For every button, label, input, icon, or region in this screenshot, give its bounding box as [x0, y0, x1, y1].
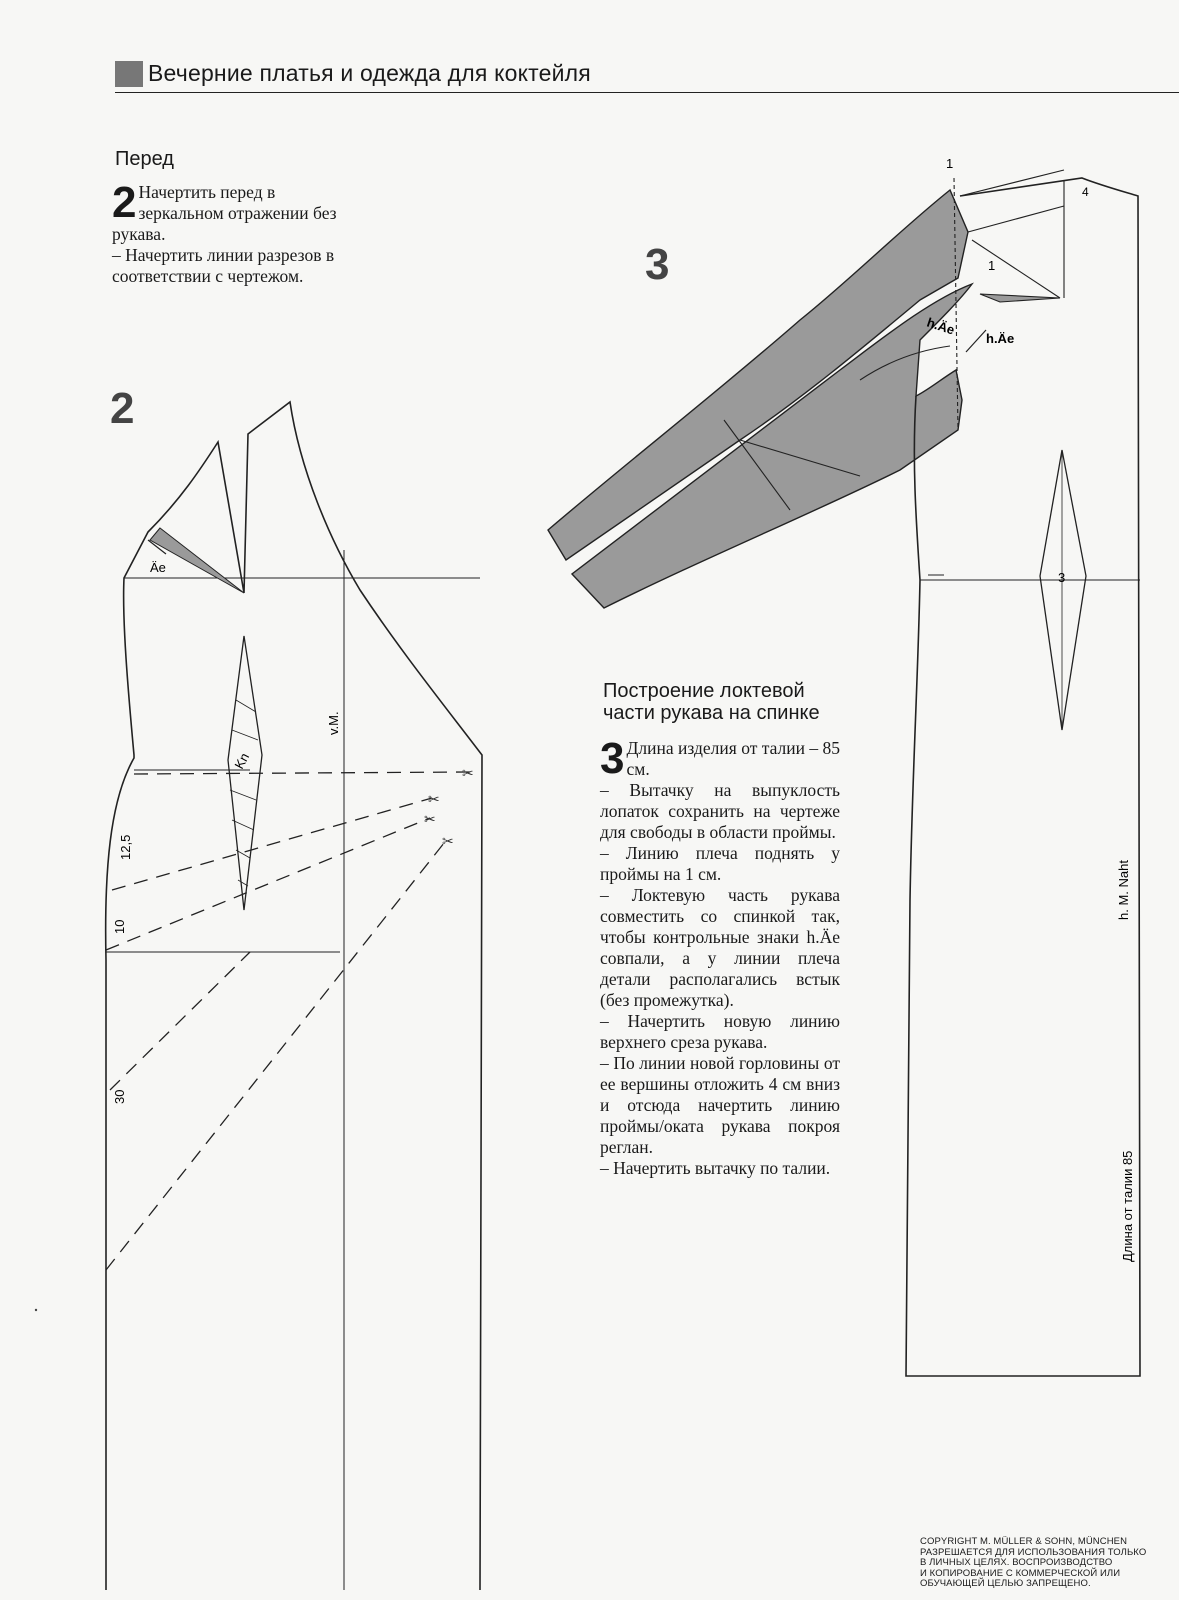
sleeve-para-2: – Вытачку на выпуклость лопаток сохранить на чертеже для свободы в области проймы. [600, 780, 840, 842]
label-3: 3 [1058, 570, 1066, 585]
label-1b: 1 [988, 258, 996, 273]
page-title: Вечерние платья и одежда для коктейля [148, 60, 591, 86]
sleeve-heading-line-1: Построение локтевой [603, 680, 805, 702]
scissors-icon: ✂ [442, 833, 454, 849]
copyright-line: В ЛИЧНЫХ ЦЕЛЯХ. ВОСПРОИЗВОДСТВО [920, 1557, 1113, 1568]
label-kn: Kn [231, 750, 253, 772]
copyright-line: РАЗРЕШАЕТСЯ ДЛЯ ИСПОЛЬЗОВАНИЯ ТОЛЬКО [920, 1546, 1147, 1558]
back-pattern [906, 178, 1140, 1376]
label-length: Длина от талии 85 [1120, 1150, 1135, 1262]
figure-2-label: 2 [110, 384, 135, 433]
label-hae-1: h.Äe [925, 314, 957, 338]
sleeve-para-5: – Начертить новую линию верхнего среза рукава. [600, 1011, 840, 1052]
scissors-icon: ✂ [428, 791, 440, 807]
sleeve-para-4: – Локтевую часть рукава совместить со спинкой так, чтобы контрольные знаки h.Äe совпали, а у линии плеча детали располагались встык (без промежутка). [600, 885, 840, 1010]
sleeve-para-1: Длина изделия от талии – 85 см. [626, 738, 840, 779]
copyright-line: И КОПИРОВАНИЕ С КОММЕРЧЕСКОЙ ИЛИ [920, 1567, 1121, 1579]
scissors-icon: ✂ [424, 811, 436, 827]
front-pattern [106, 402, 482, 1590]
front-para-1: Начертить перед в зеркальном отражении без рукава. [112, 182, 337, 244]
copyright-line: COPYRIGHT M. MÜLLER & SOHN, MÜNCHEN [920, 1536, 1128, 1547]
label-1a: 1 [946, 156, 954, 171]
front-para-2: – Начертить линии разрезов в соответствии с чертежом. [112, 245, 335, 286]
label-vm: v.M. [326, 711, 341, 735]
label-12-5: 12,5 [118, 834, 133, 860]
front-step-number: 2 [112, 178, 137, 227]
label-4: 4 [1082, 185, 1089, 199]
label-30: 30 [112, 1089, 127, 1104]
sleeve-heading-line-2: части рукава на спинке [603, 702, 820, 724]
copyright-notice [920, 1537, 1146, 1590]
sleeve-para-6: – По линии новой горловины от ее вершины отложить 4 см вниз и отсюда начертить линию проймы/оката рукава покроя реглан. [600, 1053, 840, 1157]
label-hm-naht: h. M. Naht [1116, 860, 1131, 920]
sleeve-para-7: – Начертить вытачку по талии. [600, 1158, 831, 1178]
speck [35, 1309, 37, 1311]
sleeve-step-number: 3 [600, 734, 625, 783]
copyright-line: ОБУЧАЮЩЕЙ ЦЕЛЬЮ ЗАПРЕЩЕНО. [920, 1578, 1091, 1589]
front-heading: Перед [115, 148, 174, 170]
sleeve-pattern [548, 190, 972, 608]
scissors-icon: ✂ [462, 765, 474, 781]
label-10: 10 [112, 919, 127, 934]
figure-3-label: 3 [645, 240, 670, 289]
label-hae-2: h.Äe [986, 331, 1015, 346]
label-ae: Äe [150, 560, 166, 575]
sleeve-para-3: – Линию плеча поднять у проймы на 1 см. [600, 843, 840, 884]
scissors-icons [424, 765, 474, 849]
